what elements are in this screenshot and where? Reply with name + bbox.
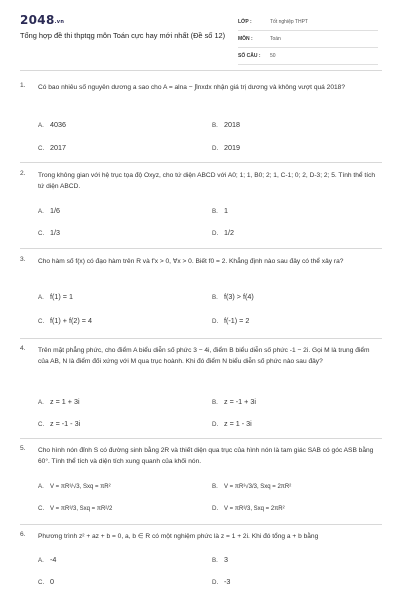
question-text: Cho hình nón đỉnh S có đường sinh bằng 2R và thiết diện qua trục của hình nón là tam giác SAB có góc ASB bằng 60°. Tính thể tích và diện tích xung quanh của khối nón. (38, 447, 374, 465)
option-text: f(-1) = 2 (224, 316, 250, 325)
option-letter: A. (38, 294, 44, 301)
option-d[interactable] (212, 577, 230, 586)
option-text: -3 (224, 577, 231, 586)
option-letter: C. (38, 318, 45, 325)
option-text: 1/3 (50, 228, 60, 237)
option-d[interactable] (212, 505, 285, 512)
option-letter: D. (212, 318, 219, 325)
divider (20, 162, 382, 163)
option-text: 1/2 (224, 228, 234, 237)
question-text: Có bao nhiêu số nguyên dương a sao cho A = alna − ∫lnxdx nhận giá trị dương và không vượt quá 2018? (38, 84, 346, 91)
option-text: 2019 (224, 143, 240, 152)
option-a[interactable] (38, 555, 56, 564)
question-2 (20, 170, 382, 248)
option-text: f(1) = 1 (50, 292, 73, 301)
meta-value: 50 (270, 53, 276, 59)
option-d[interactable] (212, 143, 240, 152)
option-letter: A. (38, 399, 44, 406)
option-letter: B. (212, 208, 218, 215)
option-letter: D. (212, 145, 219, 152)
question-text: Phương trình z² + az + b = 0, a, b ∈ R có một nghiệm phức là z = 1 + 2i. Khi đó tổng a + b bằng (38, 533, 319, 540)
option-d[interactable] (212, 228, 234, 237)
divider (20, 70, 382, 71)
meta-label: LỚP : (238, 19, 252, 25)
question-3 (20, 256, 382, 336)
option-b[interactable] (212, 397, 256, 406)
question-5 (20, 445, 382, 525)
option-text: f(1) + f(2) = 4 (50, 316, 92, 325)
option-b[interactable] (212, 120, 240, 129)
divider (20, 524, 382, 525)
option-text: z = 1 + 3i (50, 397, 80, 406)
option-c[interactable] (38, 143, 66, 152)
meta-row-class (238, 14, 378, 31)
meta-label: SỐ CÂU : (238, 53, 261, 59)
meta-value: Toán (270, 36, 281, 42)
option-letter: B. (212, 557, 218, 564)
exam-title: Tổng hợp đề thi thptqg môn Toán cực hay mới nhất (Đề số 12) (20, 31, 226, 40)
question-number: 1. (20, 82, 26, 89)
question-text: Cho hàm số f(x) có đạo hàm trên R và f'x > 0, ∀x > 0. Biết f0 = 2. Khẳng định nào sau đây có thể xảy ra? (38, 258, 344, 265)
option-letter: B. (212, 122, 218, 129)
option-c[interactable] (38, 419, 80, 428)
question-1 (20, 82, 382, 162)
option-b[interactable] (212, 292, 254, 301)
option-text: 1/6 (50, 206, 60, 215)
option-c[interactable] (38, 505, 112, 512)
exam-meta-box (238, 14, 378, 65)
option-text: 3 (224, 555, 228, 564)
option-text: 1 (224, 206, 228, 215)
question-number: 3. (20, 256, 26, 263)
option-letter: C. (38, 505, 45, 512)
question-number: 5. (20, 445, 26, 452)
logo-suffix: .vn (54, 19, 65, 25)
option-letter: C. (38, 421, 45, 428)
question-number: 4. (20, 345, 26, 352)
option-c[interactable] (38, 316, 92, 325)
option-c[interactable] (38, 577, 54, 586)
divider (20, 438, 382, 439)
option-a[interactable] (38, 483, 111, 490)
option-text: V = πR³/3, Sxq = 2πR² (224, 506, 285, 512)
option-text: V = πR³√3/3, Sxq = 2πR² (224, 484, 292, 490)
option-a[interactable] (38, 120, 66, 129)
option-letter: A. (38, 557, 44, 564)
meta-row-subject (238, 31, 378, 48)
option-text: z = 1 - 3i (224, 419, 252, 428)
logo-text: 2048 (20, 13, 55, 27)
option-letter: B. (212, 399, 218, 406)
option-text: 2017 (50, 143, 66, 152)
option-text: 4036 (50, 120, 66, 129)
meta-label: MÔN : (238, 36, 253, 42)
option-b[interactable] (212, 206, 228, 215)
option-d[interactable] (212, 316, 249, 325)
option-text: V = πR³/3, Sxq = πR²/2 (50, 506, 113, 512)
option-text: f(3) > f(4) (224, 292, 254, 301)
option-text: 2018 (224, 120, 240, 129)
divider (20, 248, 382, 249)
option-letter: C. (38, 145, 45, 152)
divider (20, 338, 382, 339)
option-letter: D. (212, 505, 219, 512)
meta-value: Tốt nghiệp THPT (270, 19, 308, 25)
option-letter: D. (212, 579, 219, 586)
option-a[interactable] (38, 397, 80, 406)
option-a[interactable] (38, 206, 60, 215)
question-text: Trên mặt phẳng phức, cho điểm A biểu diễn số phức 3 − 4i, điểm B biểu diễn số phức -1 − 2i. Gọi M là trung điểm của AB, N là điểm đối xứng với M qua trục hoành. Khi đó điểm N biểu diễn số phức nào sau đây? (38, 347, 370, 365)
option-letter: B. (212, 483, 218, 490)
question-6 (20, 531, 382, 597)
option-c[interactable] (38, 228, 60, 237)
question-text: Trong không gian với hệ trục tọa độ Oxyz, cho tứ diện ABCD với A0; 1; 1, B0; 2; 1, C-1; 0; 2, D-3; 2; 5. Tính thể tích tứ diện ABCD. (38, 172, 376, 190)
option-text: -4 (50, 555, 57, 564)
option-text: z = -1 + 3i (224, 397, 256, 406)
option-text: V = πR³/√3, Sxq = πR² (50, 484, 111, 490)
option-text: z = -1 - 3i (50, 419, 81, 428)
option-letter: C. (38, 579, 45, 586)
option-text: 0 (50, 577, 54, 586)
option-b[interactable] (212, 555, 228, 564)
option-letter: B. (212, 294, 218, 301)
option-letter: A. (38, 483, 44, 490)
option-b[interactable] (212, 483, 291, 490)
option-letter: C. (38, 230, 45, 237)
site-logo[interactable] (20, 13, 64, 27)
option-letter: D. (212, 230, 219, 237)
question-number: 2. (20, 170, 26, 177)
question-number: 6. (20, 531, 26, 538)
option-letter: A. (38, 122, 44, 129)
option-letter: D. (212, 421, 219, 428)
option-a[interactable] (38, 292, 73, 301)
meta-row-count (238, 48, 378, 65)
option-letter: A. (38, 208, 44, 215)
option-d[interactable] (212, 419, 252, 428)
question-4 (20, 345, 382, 437)
